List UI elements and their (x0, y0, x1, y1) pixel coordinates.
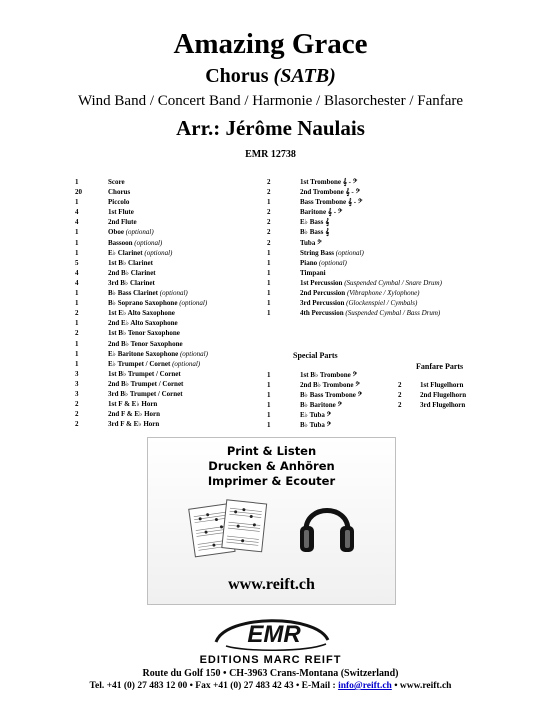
part-row (75, 379, 208, 389)
part-count: 4 (75, 218, 79, 227)
part-note: (optional) (134, 238, 163, 247)
part-note: (optional) (125, 228, 154, 237)
part-count: 2 (75, 400, 79, 409)
part-name: B♭ Bass Clarinet (108, 289, 158, 298)
part-count: 1 (75, 289, 79, 298)
score-title: Amazing Grace (173, 28, 368, 60)
part-row (267, 268, 442, 278)
part-name: 1st Percussion (300, 278, 343, 287)
part-name: Bass Trombone 𝄞 - 𝄢 (300, 198, 363, 207)
fanfare-parts-list (398, 380, 466, 410)
part-count: 1 (267, 258, 271, 267)
part-count: 1 (267, 309, 271, 318)
part-row (75, 248, 208, 258)
part-count: 1 (75, 319, 79, 328)
part-name: 1st B♭ Clarinet (108, 258, 153, 267)
part-name: 2nd Flugelhorn (420, 391, 467, 400)
part-name: Timpani (300, 268, 326, 277)
part-row (75, 359, 208, 369)
part-name: B♭ Soprano Saxophone (108, 299, 178, 308)
part-row (75, 227, 208, 237)
part-name: 1st B♭ Tenor Saxophone (108, 329, 180, 338)
part-row (75, 318, 208, 328)
part-row (75, 419, 208, 429)
part-row (75, 258, 208, 268)
part-count: 1 (267, 421, 271, 430)
part-name: 2nd Percussion (300, 289, 346, 298)
part-name: E♭ Clarinet (108, 248, 143, 257)
part-name: Tuba 𝄢 (300, 238, 322, 247)
part-name: 3rd Percussion (300, 299, 345, 308)
part-row (267, 278, 442, 288)
part-name: 2nd Flute (108, 218, 137, 227)
part-count: 2 (398, 391, 402, 400)
part-row (267, 380, 362, 390)
part-row (75, 197, 208, 207)
part-count: 3 (75, 389, 79, 398)
part-name: 1st E♭ Alto Saxophone (108, 309, 175, 318)
part-row (267, 258, 442, 268)
part-row (75, 217, 208, 227)
part-name: Bassoon (108, 238, 133, 247)
part-name: 1st B♭ Trumpet / Cornet (108, 369, 181, 378)
part-note: (Suspended Cymbal / Snare Drum) (344, 278, 442, 287)
contact-phone-fax: Tel. +41 (0) 27 483 12 00 • Fax +41 (0) 27 483 42 43 • E-Mail : (89, 681, 339, 691)
promo-text (148, 444, 395, 489)
part-count: 3 (75, 369, 79, 378)
part-name: String Bass (300, 248, 335, 257)
part-row (75, 288, 208, 298)
part-count: 2 (398, 381, 402, 389)
part-name: 1st F & E♭ Horn (108, 400, 158, 409)
part-row (267, 370, 362, 380)
part-count: 1 (75, 198, 79, 207)
part-row (267, 238, 442, 248)
part-row (75, 238, 208, 248)
part-note: (optional) (335, 248, 364, 257)
part-row (267, 217, 442, 227)
part-count: 1 (267, 299, 271, 308)
part-row (267, 248, 442, 258)
emr-logo (186, 612, 356, 654)
part-count: 2 (267, 208, 271, 217)
part-count: 1 (267, 289, 271, 298)
part-name: B♭ Bass 𝄞 (300, 228, 330, 237)
part-name: 1st Flute (108, 208, 134, 217)
part-row (75, 389, 208, 399)
parts-list-right (267, 177, 442, 318)
part-name: E♭ Bass 𝄞 (300, 218, 330, 227)
part-count: 20 (75, 188, 82, 197)
part-count: 1 (75, 228, 79, 237)
promo-line-fr: Imprimer & Ecouter (207, 474, 336, 488)
part-row (75, 268, 208, 278)
part-name: 3rd Flugelhorn (420, 401, 466, 410)
part-count: 4 (75, 268, 79, 277)
fanfare-parts-heading: Fanfare Parts (416, 362, 464, 371)
part-count: 3 (75, 379, 79, 388)
promo-line-en: Print & Listen (226, 444, 317, 458)
part-name: 2nd F & E♭ Horn (108, 410, 161, 419)
part-name: 3rd B♭ Trumpet / Cornet (108, 389, 183, 398)
part-name: B♭ Baritone 𝄢 (300, 401, 343, 410)
part-count: 4 (75, 278, 79, 287)
special-parts-heading: Special Parts (293, 351, 338, 360)
part-row (267, 298, 442, 308)
part-count: 1 (267, 391, 271, 400)
part-row (398, 400, 466, 410)
part-row (398, 380, 466, 390)
part-name: Piano (300, 258, 318, 267)
part-name: 1st B♭ Trombone 𝄢 (300, 371, 358, 379)
part-row (267, 197, 442, 207)
part-note: (optional) (159, 289, 188, 298)
promo-line-de: Drucken & Anhören (208, 459, 335, 473)
part-row (267, 400, 362, 410)
logo-text: EMR (247, 621, 301, 648)
part-count: 1 (267, 268, 271, 277)
part-count: 1 (75, 238, 79, 247)
part-name: 2nd B♭ Tenor Saxophone (108, 339, 183, 348)
part-row (75, 369, 208, 379)
part-name: 4th Percussion (300, 309, 344, 318)
part-row (267, 410, 362, 420)
publisher-contact (0, 681, 541, 691)
part-count: 1 (267, 371, 271, 379)
publisher-address: Route du Golf 150 • CH-3963 Crans-Montana (Switzerland) (142, 668, 399, 679)
part-note: (optional) (179, 299, 208, 308)
part-name: Baritone 𝄞 - 𝄢 (300, 208, 343, 217)
part-name: 2nd E♭ Alto Saxophone (108, 319, 178, 328)
part-note: (optional) (179, 349, 208, 358)
part-name: B♭ Tuba 𝄢 (300, 421, 332, 430)
score-subtitle (0, 65, 541, 87)
part-name: 2nd B♭ Trombone 𝄢 (300, 381, 360, 390)
part-row (267, 227, 442, 237)
part-row (267, 187, 442, 197)
sheet-music-icon (184, 496, 274, 558)
part-row (75, 328, 208, 338)
part-row (267, 420, 362, 430)
part-count: 1 (75, 339, 79, 348)
part-row (398, 390, 466, 400)
headphones-icon (298, 492, 356, 556)
part-name: 2nd Trombone 𝄞 - 𝄢 (300, 188, 360, 197)
part-name: 2nd B♭ Trumpet / Cornet (108, 379, 184, 388)
publisher-name: EDITIONS MARC REIFT (199, 654, 342, 666)
part-count: 1 (267, 401, 271, 410)
part-count: 1 (75, 248, 79, 257)
subtitle-voicing: (SATB) (273, 65, 336, 87)
part-row (75, 207, 208, 217)
part-note: (optional) (144, 248, 173, 257)
part-note: (optional) (318, 258, 347, 267)
ensemble-types: Wind Band / Concert Band / Harmonie / Blasorchester / Fanfare (77, 93, 464, 109)
part-name: Piccolo (108, 198, 130, 207)
part-count: 1 (75, 178, 79, 186)
part-name: 1st Flugelhorn (420, 381, 464, 389)
part-row (267, 288, 442, 298)
part-count: 2 (75, 329, 79, 338)
parts-list-left (75, 177, 208, 429)
part-row (75, 187, 208, 197)
part-row (75, 349, 208, 359)
part-count: 1 (75, 349, 79, 358)
catalog-number: EMR 12738 (245, 149, 296, 160)
part-note: (Suspended Cymbal / Bass Drum) (345, 309, 441, 318)
part-row (75, 308, 208, 318)
part-count: 2 (267, 188, 271, 197)
part-row (267, 207, 442, 217)
part-row (75, 278, 208, 288)
part-row (267, 390, 362, 400)
part-count: 2 (267, 218, 271, 227)
part-row (75, 298, 208, 308)
part-count: 1 (267, 198, 271, 207)
promo-url[interactable]: www.reift.ch (228, 576, 315, 593)
part-note: (Glockenspiel / Cymbals) (346, 299, 418, 308)
part-count: 1 (75, 359, 79, 368)
part-name: Chorus (108, 188, 131, 197)
part-name: Score (108, 178, 125, 186)
part-note: (Vibraphone / Xylophone) (346, 289, 420, 298)
special-parts-list (267, 370, 362, 431)
part-count: 5 (75, 258, 79, 267)
print-listen-banner[interactable] (147, 437, 396, 605)
email-link[interactable]: info@reift.ch (338, 681, 392, 691)
subtitle-main: Chorus (205, 65, 274, 87)
part-count: 2 (398, 401, 402, 410)
part-count: 2 (267, 238, 271, 247)
part-row (75, 177, 208, 187)
part-name: 3rd F & E♭ Horn (108, 420, 160, 429)
part-row (75, 339, 208, 349)
part-note: (optional) (172, 359, 201, 368)
arranger: Arr.: Jérôme Naulais (176, 116, 365, 140)
part-count: 2 (75, 309, 79, 318)
part-name: B♭ Bass Trombone 𝄢 (300, 391, 363, 400)
part-name: E♭ Trumpet / Cornet (108, 359, 171, 368)
part-name: 2nd B♭ Clarinet (108, 268, 156, 277)
part-name: 1st Trombone 𝄞 - 𝄢 (300, 178, 358, 186)
part-row (75, 399, 208, 409)
part-count: 2 (267, 178, 271, 186)
part-name: Oboe (108, 228, 124, 237)
part-count: 1 (75, 299, 79, 308)
part-count: 2 (75, 420, 79, 429)
part-count: 1 (267, 411, 271, 420)
part-name: 3rd B♭ Clarinet (108, 278, 155, 287)
part-row (267, 308, 442, 318)
contact-website: • www.reift.ch (391, 681, 452, 691)
part-row (75, 409, 208, 419)
part-row (267, 177, 442, 187)
part-count: 2 (75, 410, 79, 419)
part-name: E♭ Tuba 𝄢 (300, 411, 332, 420)
part-count: 4 (75, 208, 79, 217)
part-count: 1 (267, 381, 271, 390)
part-count: 1 (267, 278, 271, 287)
part-count: 2 (267, 228, 271, 237)
part-count: 1 (267, 248, 271, 257)
part-name: E♭ Baritone Saxophone (108, 349, 179, 358)
